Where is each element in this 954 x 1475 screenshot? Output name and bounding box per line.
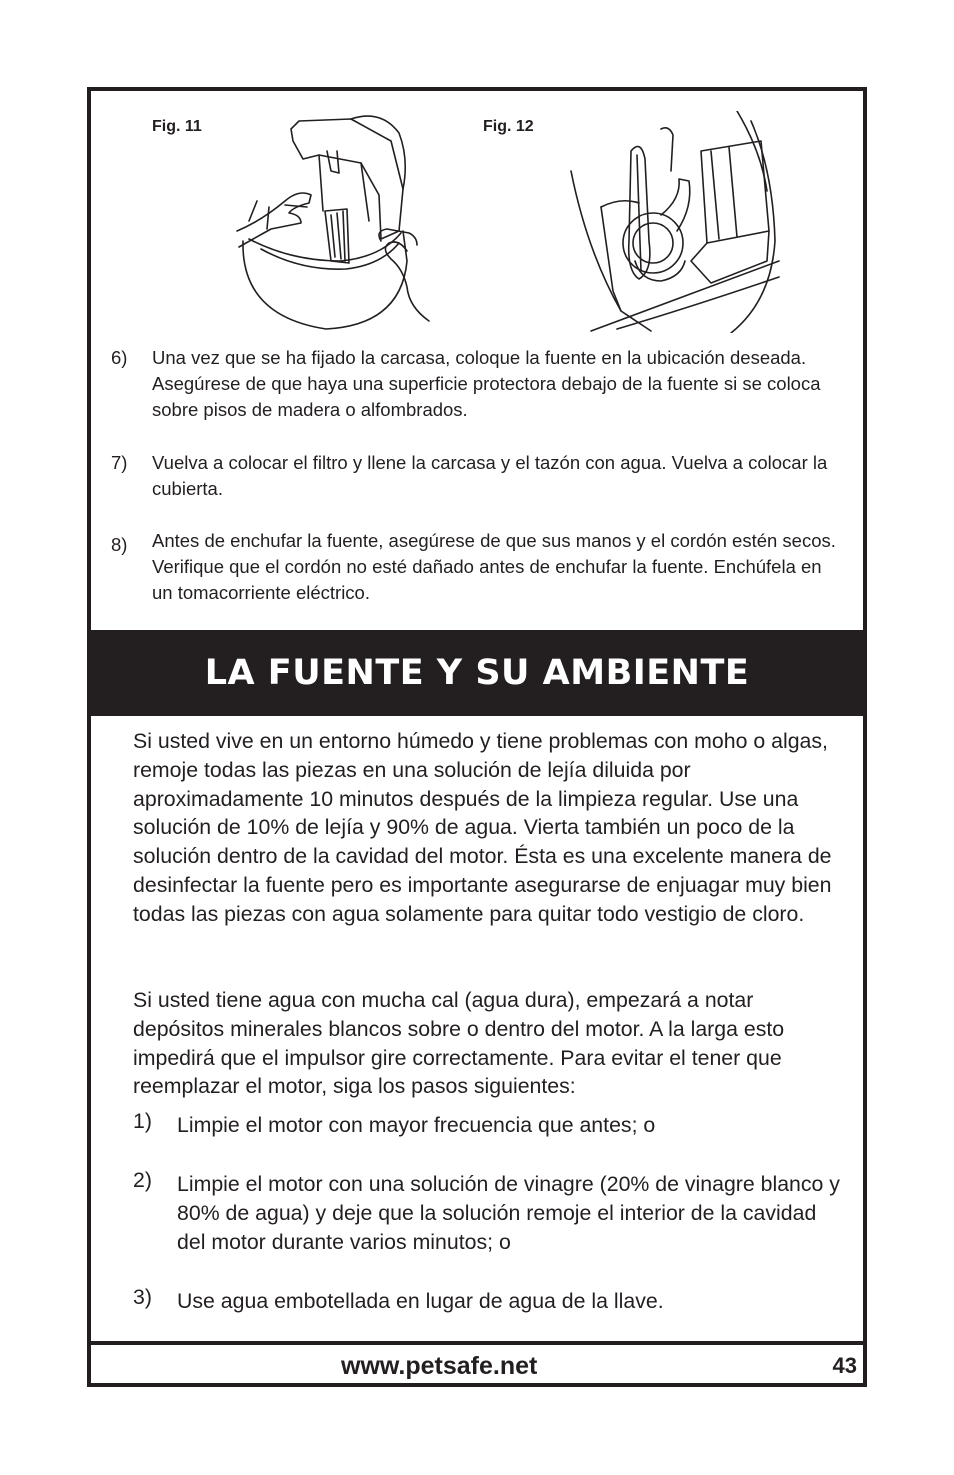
fountain-housing-illustration <box>231 111 431 333</box>
section-title: LA FUENTE Y SU AMBIENTE <box>91 630 863 716</box>
page-number: 43 <box>832 1353 857 1378</box>
item-text: Use agua embotellada en lugar de agua de la llave. <box>177 1289 664 1313</box>
step-number: 6) <box>111 347 128 368</box>
paragraph-humid-environment: Si usted vive en un entorno húmedo y tiene problemas con moho o algas, remoje todas las piezas en una solución de lejía diluida por aproximadamente 10 minutos después de la limpieza regular. Use una solución de 10% de lejía y 90% de agua. Vierta también un poco de la solución dentro de la cavidad del motor. Ésta es una excelente manera de desinfectar la fuente pero es importante asegurarse de enjuagar muy bien todas las piezas con agua solamente para quitar todo vestigio de cloro. <box>133 729 832 926</box>
step-text: Vuelva a colocar el filtro y llene la carcasa y el tazón con agua. Vuelva a colocar la cubierta. <box>152 452 828 499</box>
item-number: 2) <box>133 1168 152 1192</box>
item-text: Limpie el motor con mayor frecuencia que antes; o <box>177 1113 656 1137</box>
paragraph-hard-water: Si usted tiene agua con mucha cal (agua dura), empezará a notar depósitos minerales blancos sobre o dentro del motor. A la larga esto impedirá que el impulsor gire correctamente. Para evitar el tener que reemplazar el motor, siga los pasos siguientes: <box>133 988 785 1099</box>
footer-divider <box>91 1341 863 1345</box>
step-text: Una vez que se ha fijado la carcasa, coloque la fuente en la ubicación deseada. Asegúrese de que haya una superficie protectora debajo de la fuente si se coloca sobre pisos de madera o alfombrados. <box>152 347 821 420</box>
fig-11-label: Fig. 11 <box>152 118 202 135</box>
fig-12-label: Fig. 12 <box>483 118 534 135</box>
step-text: Antes de enchufar la fuente, asegúrese de que sus manos y el cordón estén secos. Verifique que el cordón no esté dañado antes de enchufar la fuente. Enchúfela en un tomacorriente eléctrico. <box>152 530 836 603</box>
website-url[interactable]: www.petsafe.net <box>341 1352 538 1380</box>
step-number: 7) <box>111 452 128 473</box>
page-frame <box>87 87 867 1387</box>
step-number: 8) <box>111 534 128 555</box>
item-number: 1) <box>133 1109 152 1133</box>
pump-motor-illustration <box>561 111 781 333</box>
item-number: 3) <box>133 1285 152 1309</box>
item-text: Limpie el motor con una solución de vinagre (20% de vinagre blanco y 80% de agua) y deje que la solución remoje el interior de la cavidad del motor durante varios minutos; o <box>177 1172 840 1254</box>
